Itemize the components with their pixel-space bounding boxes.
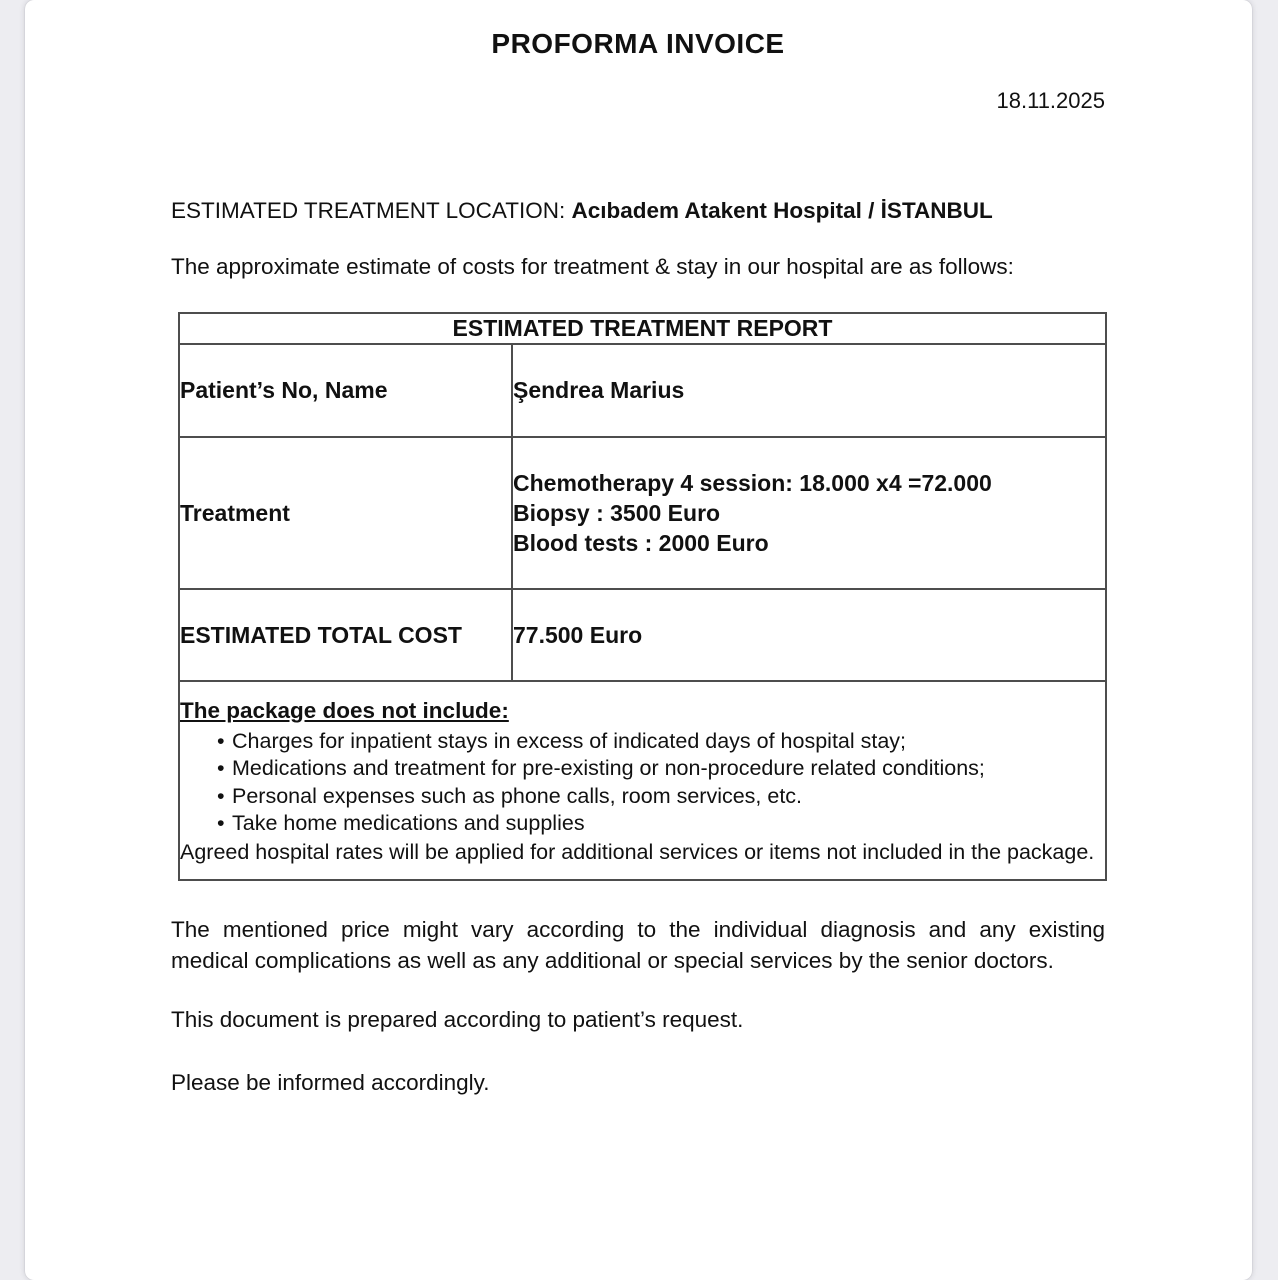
document-page: [25, 0, 1252, 1280]
treatment-line-2: Biopsy : 3500 Euro: [513, 500, 721, 526]
treatment-value: [512, 437, 1106, 589]
table-header: ESTIMATED TREATMENT REPORT: [179, 313, 1106, 344]
total-cost-value: 77.500 Euro: [512, 589, 1106, 681]
table-row-total-cost: [179, 589, 1106, 681]
exclusion-item: • Take home medications and supplies: [180, 810, 1105, 838]
intro-paragraph: The approximate estimate of costs for treatment & stay in our hospital are as follows:: [171, 254, 1014, 279]
estimated-treatment-report-table: [178, 312, 1107, 881]
treatment-label: Treatment: [179, 437, 512, 589]
treatment-location-line: [171, 198, 1105, 224]
total-cost-label: ESTIMATED TOTAL COST: [179, 589, 512, 681]
document-title: PROFORMA INVOICE: [491, 28, 785, 59]
table-header-row: [179, 313, 1106, 344]
exclusion-item: • Medications and treatment for pre-existing or non-procedure related conditions;: [180, 755, 1105, 783]
patient-label: Patient’s No, Name: [179, 344, 512, 437]
exclusion-item: • Personal expenses such as phone calls, room services, etc.: [180, 783, 1105, 811]
treatment-line-1: Chemotherapy 4 session: 18.000 x4 =72.000: [513, 470, 992, 496]
exclusion-item: • Charges for inpatient stays in excess of indicated days of hospital stay;: [180, 728, 1105, 756]
exclusions-cell: [179, 681, 1106, 880]
treatment-line-3: Blood tests : 2000 Euro: [513, 530, 769, 556]
document-content: [25, 28, 1252, 1098]
document-date: 18.11.2025: [996, 88, 1105, 113]
treatment-location-value: Acıbadem Atakent Hospital / İSTANBUL: [571, 198, 993, 223]
prepared-on-request-paragraph: This document is prepared according to patient’s request.: [171, 1007, 744, 1032]
exclusions-list: [180, 728, 1105, 838]
table-row-treatment: [179, 437, 1106, 589]
closing-paragraph: Please be informed accordingly.: [171, 1070, 490, 1095]
patient-name-value: Şendrea Marius: [512, 344, 1106, 437]
price-variation-paragraph: The mentioned price might vary according to the individual diagnosis and any existing medical complications as well as any additional or special services by the senior doctors.: [171, 917, 1105, 973]
treatment-location-label: ESTIMATED TREATMENT LOCATION:: [171, 198, 572, 223]
exclusions-heading: The package does not include:: [180, 697, 509, 723]
table-row-patient: [179, 344, 1106, 437]
table-row-exclusions: [179, 681, 1106, 880]
exclusions-note: Agreed hospital rates will be applied for additional services or items not included in the package.: [180, 839, 1095, 864]
